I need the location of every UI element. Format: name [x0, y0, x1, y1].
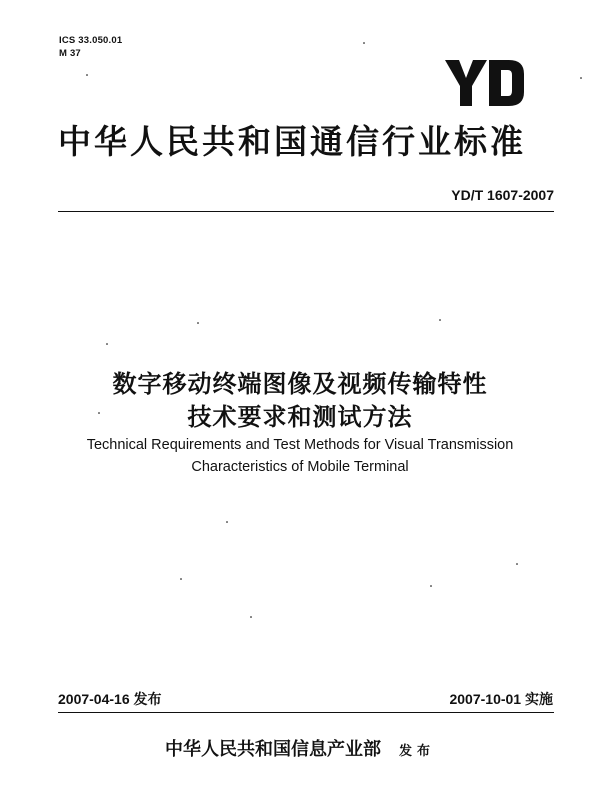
- header-divider: [58, 211, 554, 212]
- scan-speck: [250, 616, 252, 618]
- scan-speck: [430, 585, 432, 587]
- implementation-date: 2007-10-01 实施: [449, 691, 553, 707]
- yd-logo: [445, 58, 525, 108]
- scan-speck: [98, 412, 100, 414]
- classification-codes: [59, 34, 122, 60]
- class-code: M 37: [59, 48, 81, 59]
- scan-speck: [197, 322, 199, 324]
- title-chinese-line1: 数字移动终端图像及视频传输特性: [112, 370, 488, 398]
- issue-date: 2007-04-16 发布: [58, 691, 162, 707]
- scan-speck: [580, 77, 582, 79]
- title-english-line2: Characteristics of Mobile Terminal: [191, 459, 409, 475]
- scan-speck: [180, 578, 182, 580]
- footer-divider: [58, 712, 554, 713]
- publisher-name: 中华人民共和国信息产业部: [164, 739, 381, 760]
- title-chinese-line2: 技术要求和测试方法: [187, 403, 413, 431]
- publisher-line: [0, 735, 600, 761]
- standard-number: YD/T 1607-2007: [451, 187, 554, 203]
- scan-speck: [363, 42, 365, 44]
- scan-speck: [226, 521, 228, 523]
- scan-speck: [86, 74, 88, 76]
- publish-label: 发布: [398, 744, 435, 759]
- organization-title: 中华人民共和国通信行业标准: [58, 122, 526, 161]
- title-english-line1: Technical Requirements and Test Methods for Visual Transmission: [86, 437, 514, 453]
- scan-speck: [516, 563, 518, 565]
- ics-code: ICS 33.050.01: [59, 35, 123, 46]
- scan-speck: [106, 343, 108, 345]
- scan-speck: [439, 319, 441, 321]
